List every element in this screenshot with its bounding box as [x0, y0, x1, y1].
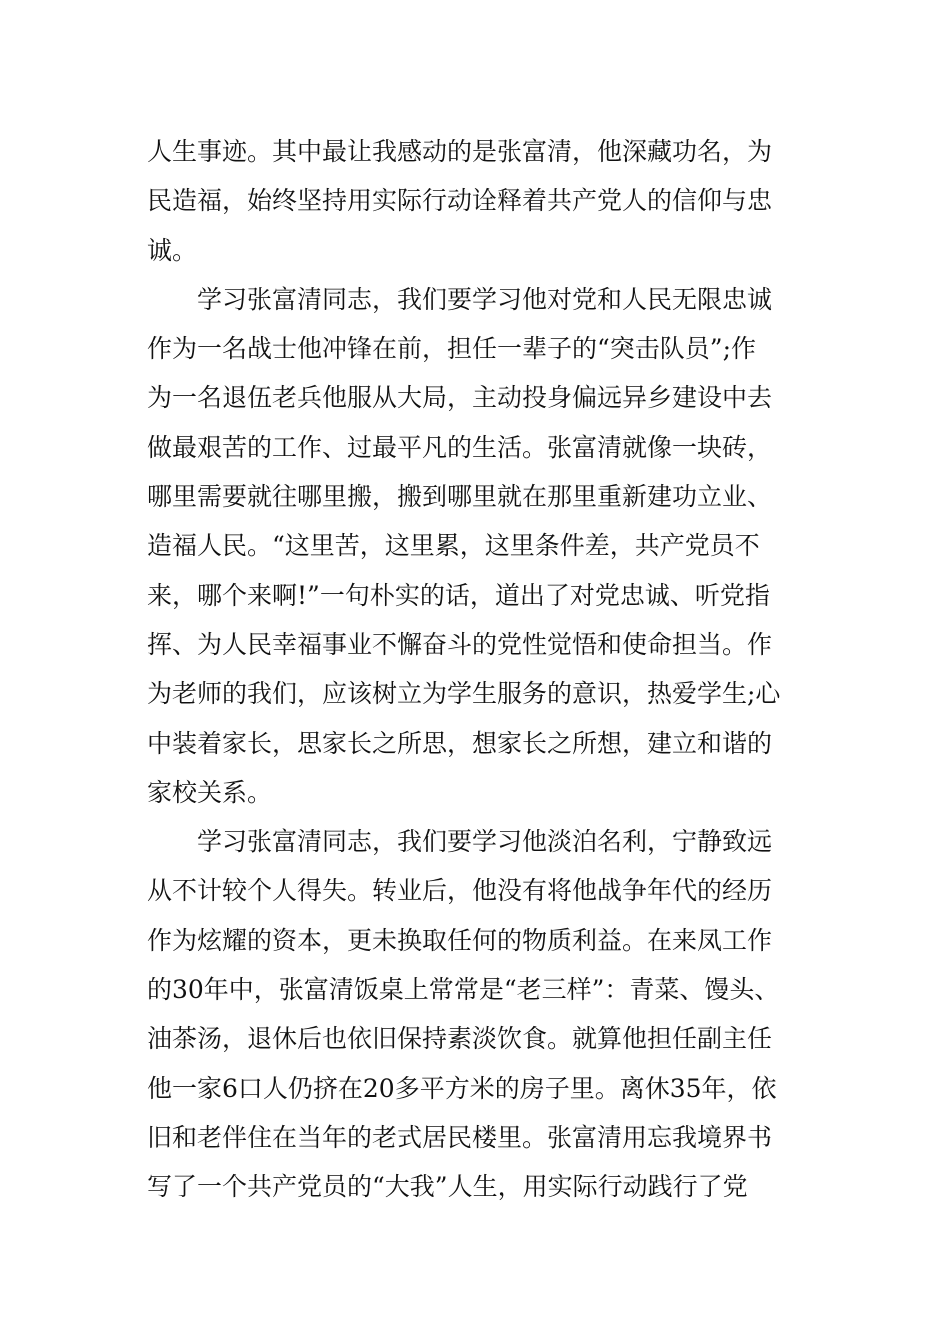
text-line: 写了一个共产党员的“大我”人生，用实际行动践行了党 — [147, 1172, 748, 1202]
text-line: 诚。 — [147, 235, 198, 265]
text-line: 民造福，始终坚持用实际行动诠释着共产党人的信仰与忠 — [147, 186, 773, 216]
text-line: 为老师的我们，应该树立为学生服务的意识，热爱学生;心 — [147, 679, 781, 709]
text-line: 家校关系。 — [147, 777, 273, 807]
text-line: 从不计较个人得失。转业后，他没有将他战争年代的经历 — [147, 876, 773, 906]
text-line: 挥、为人民幸福事业不懈奋斗的党性觉悟和使命担当。作 — [147, 629, 773, 659]
text-line: 旧和老伴住在当年的老式居民楼里。张富清用忘我境界书 — [147, 1122, 773, 1152]
text-line: 作为炫耀的资本，更未换取任何的物质利益。在来凤工作 — [147, 925, 773, 955]
text-line: 作为一名战士他冲锋在前，担任一辈子的“突击队员”;作 — [147, 334, 756, 364]
text-line: 中装着家长，思家长之所思，想家长之所想，建立和谐的 — [147, 728, 773, 758]
text-line: 哪里需要就往哪里搬，搬到哪里就在那里重新建功立业、 — [147, 482, 773, 512]
paragraph-first-line: 学习张富清同志，我们要学习他对党和人民无限忠诚 — [197, 284, 773, 314]
text-line: 人生事迹。其中最让我感动的是张富清，他深藏功名，为 — [147, 137, 773, 166]
text-line: 做最艰苦的工作、过最平凡的生活。张富清就像一块砖， — [147, 432, 773, 462]
text-line: 为一名退伍老兵他服从大局，主动投身偏远异乡建设中去 — [147, 383, 773, 413]
body-text — [147, 127, 807, 1212]
text-line: 造福人民。“这里苦，这里累，这里条件差，共产党员不 — [147, 531, 760, 561]
text-line: 的30年中，张富清饭桌上常常是“老三样”：青菜、馒头、 — [147, 975, 780, 1005]
text-line: 来，哪个来啊!”一句朴实的话，道出了对党忠诚、听党指 — [147, 580, 770, 610]
text-line: 油茶汤，退休后也依旧保持素淡饮食。就算他担任副主任 — [147, 1024, 773, 1054]
paragraph-first-line: 学习张富清同志，我们要学习他淡泊名利，宁静致远 — [197, 827, 773, 857]
text-line: 他一家6口人仍挤在20多平方米的房子里。离休35年，依 — [147, 1073, 777, 1103]
